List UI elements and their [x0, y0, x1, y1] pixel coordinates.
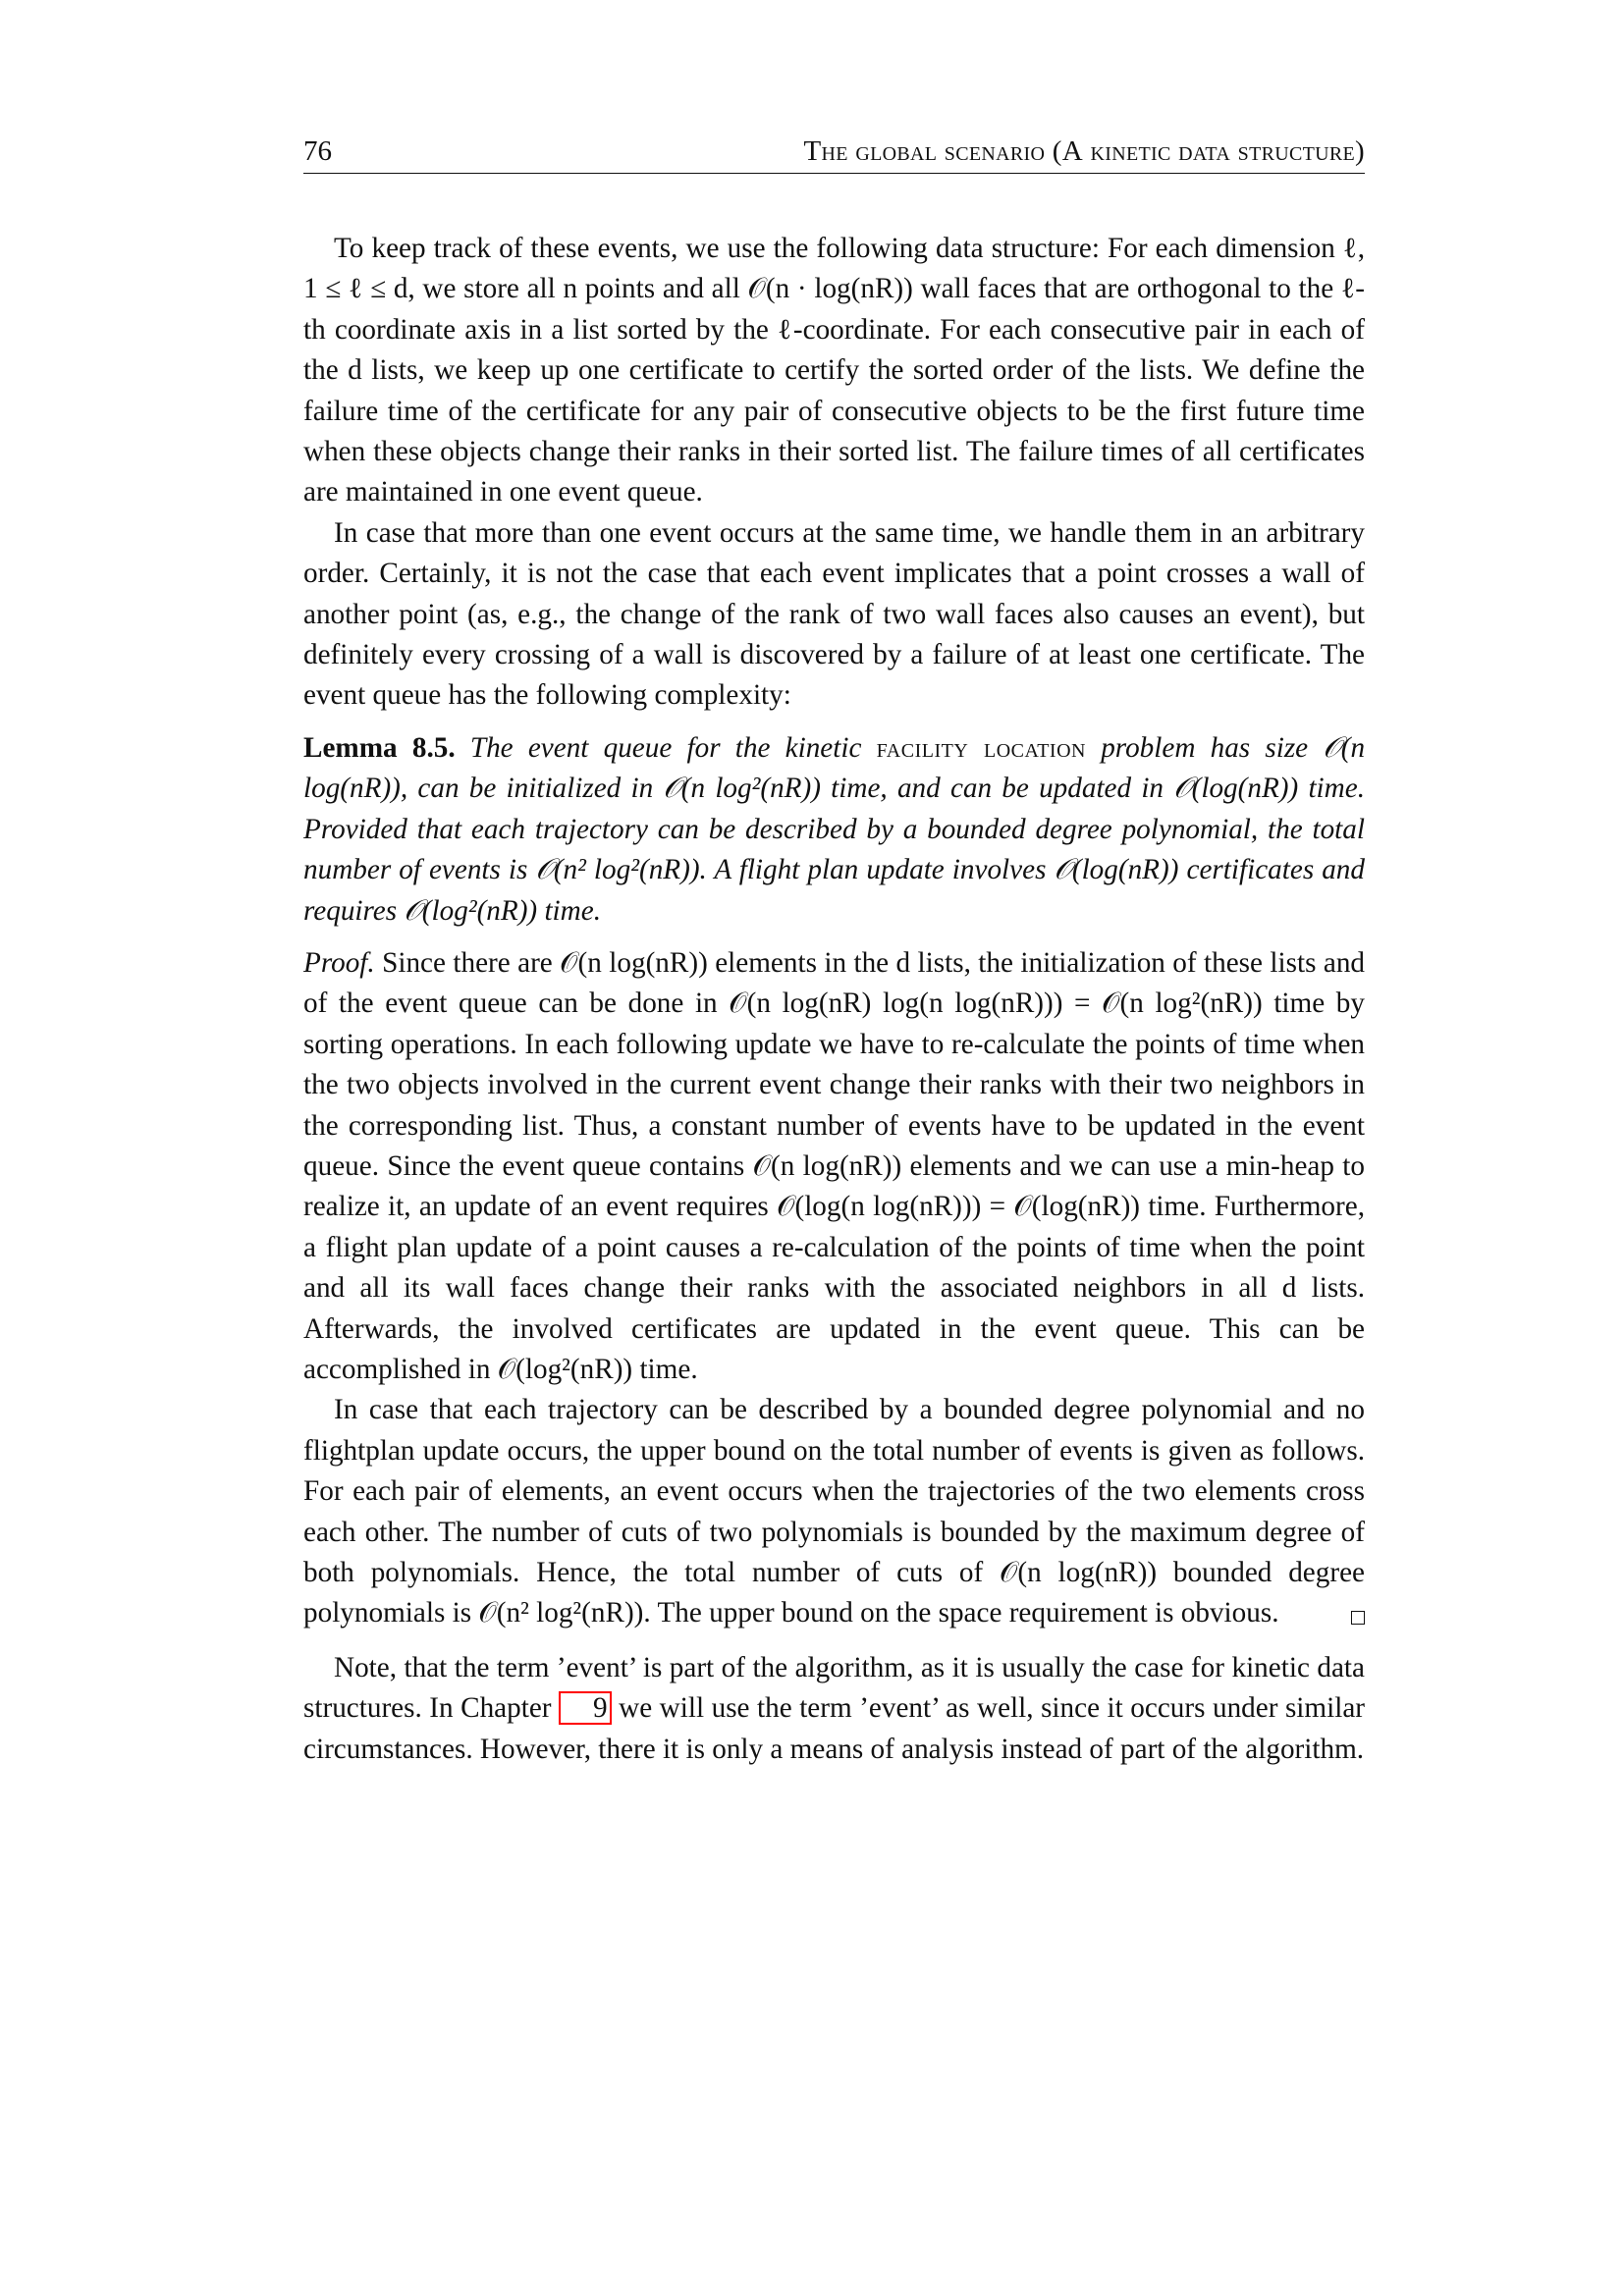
proof-continuation [303, 1390, 1365, 1633]
paragraph-note [303, 1648, 1365, 1770]
lemma-text-rest: problem has size 𝒪(n log(nR)), can be initialized in 𝒪(n log²(nR)) time, and can be updated in 𝒪(log(nR)) time. Provided that each trajectory can be described by a bounded degree polynomial, the total number of events is 𝒪(n² log²(nR)). A flight plan update involves 𝒪(log(nR)) certificates and requires 𝒪(log²(nR)) time. [303, 731, 1366, 927]
proof-block [303, 943, 1365, 1390]
paragraph-event-order: In case that more than one event occurs at the same time, we handle them in an arbitrary order. Certainly, it is not the case that each event implicates that a point crosses a wall of another point (as, e.g., the change of the rank of two wall faces also causes an event), but definitely every crossing of a wall is discovered by a failure of at least one certificate. The event queue has the following complexity: [303, 516, 1365, 712]
lemma-label: Lemma 8.5. [303, 731, 456, 764]
note-text-start: Note, that the term ’event’ is part of the algorithm, as it is usually the case for kinetic data structures. In Chapter [303, 1651, 1365, 1725]
page-number: 76 [303, 135, 332, 167]
paragraph-data-structure: To keep track of these events, we use the following data structure: For each dimension ℓ, 1 ≤ ℓ ≤ d, we store all n points and all 𝒪(n · log(nR)) wall faces that are orthogonal to the ℓ-th coordinate axis in a list sorted by the ℓ-coordinate. For each consecutive pair in each of the d lists, we keep up one certificate to certify the sorted order of the lists. We define the failure time of the certificate for any pair of consecutive objects to be the first future time when these objects change their ranks in their sorted list. The failure times of all certificates are maintained in one event queue. [303, 233, 1365, 508]
note-text-end: we will use the term ’event’ as well, since it occurs under similar circumstances. However, there it is only a means of analysis instead of part of the algorithm. [303, 1692, 1366, 1765]
page-body [303, 229, 1365, 1770]
lemma-problem-name: facility location [876, 731, 1086, 764]
running-header [303, 133, 1365, 174]
qed-square-icon [1351, 1611, 1365, 1625]
page [303, 133, 1365, 1770]
proof-text: Since there are 𝒪(n log(nR)) elements in the d lists, the initialization of these lists and of the event queue can be done in 𝒪(n log(nR) log(n log(nR))) = 𝒪(n log²(nR)) time by sorting operations. In each following update we have to re-calculate the points of time when the two objects involved in the current event change their ranks with their two neighbors in the corresponding list. Thus, a constant number of events have to be updated in the event queue. Since the event queue contains 𝒪(n log(nR)) elements and we can use a min-heap to realize it, an update of an event requires 𝒪(log(n log(nR))) = 𝒪(log(nR)) time. Furthermore, a flight plan update of a point causes a re-calculation of the points of time when the point and all its wall faces change their ranks with the associated neighbors in all d lists. Afterwards, the involved certificates are updated in the event queue. This can be accomplished in 𝒪(log²(nR)) time. [303, 946, 1366, 1385]
lemma-block [303, 728, 1365, 932]
lemma-text-start: The event queue for the kinetic [469, 731, 862, 764]
proof-label: Proof. [303, 946, 375, 979]
chapter-title: The global scenario (A kinetic data structure) [803, 135, 1365, 167]
proof-continuation-text: In case that each trajectory can be described by a bounded degree polynomial and no flightplan update occurs, the upper bound on the total number of events is given as follows. For each pair of elements, an event occurs when the trajectories of the two elements cross each other. The number of cuts of two polynomials is bounded by the maximum degree of both polynomials. Hence, the total number of cuts of 𝒪(n log(nR)) bounded degree polynomials is 𝒪(n² log²(nR)). The upper bound on the space requirement is obvious. [303, 1394, 1365, 1629]
chapter-reference-link[interactable]: 9 [559, 1691, 612, 1725]
